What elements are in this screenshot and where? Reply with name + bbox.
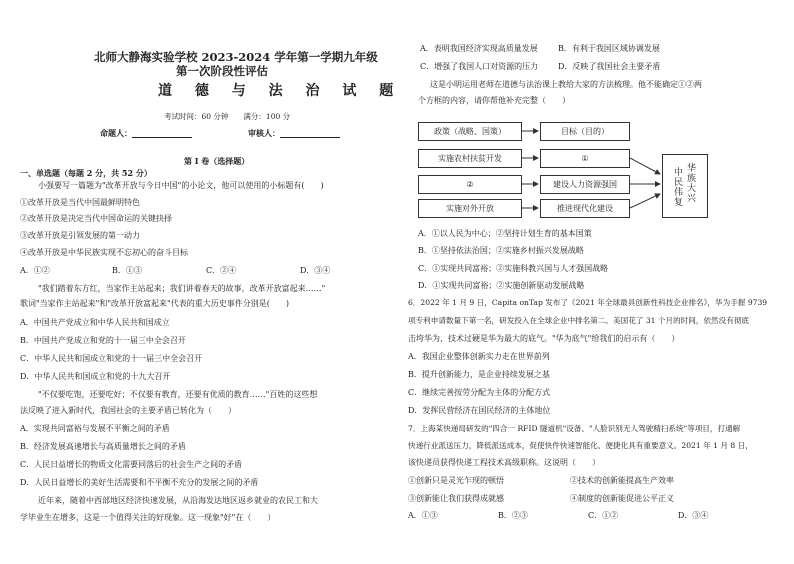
q7-option-a: A．①③	[408, 511, 438, 520]
q7-item: ④制度的创新能促进公平正义	[570, 494, 674, 503]
q5-stem-line1: 这是小明运用老师在道德与法治课上教给大家的方法梳理。他不能确定①②两	[430, 80, 702, 89]
section-heading: 第 I 卷（选择题）	[184, 156, 250, 166]
q3-stem-line1: "不仅要吃饱，还要吃好；不仅要有教育，还要有优质的教育……"百姓的这些想	[38, 390, 318, 399]
q7-option-c: C．①②	[588, 511, 619, 520]
part-title: 一、单选题（每题 2 分，共 52 分）	[20, 168, 152, 178]
diagram-policy-1: 实施农村扶贫开发	[418, 149, 522, 168]
q1-item: ③改革开放是引领发展的第一动力	[20, 231, 140, 240]
q7-stem-line3: 该快递员获得快递工程技术高级职称。这说明（ ）	[408, 458, 600, 467]
q2-option-a: A．中国共产党成立和中华人民共和国成立	[20, 318, 170, 327]
q1-option-c: C．②④	[206, 266, 237, 275]
diagram-goal-2: 建设人力资源强国	[540, 175, 630, 194]
q4-stem-line1: 近年来，随着中西部地区经济快速发展，从沿海发达地区返乡就业的农民工和大	[38, 496, 318, 505]
q1-item: ②改革开放是决定当代中国命运的关键抉择	[20, 214, 172, 223]
author-label: 命题人：	[100, 128, 132, 138]
q7-option-d: D．③④	[678, 511, 709, 520]
q2-option-b: B．中国共产党成立和党的十一届三中全会召开	[20, 336, 186, 345]
diagram-head-policy: 政策（战略、国策）	[418, 122, 522, 141]
q4-option-a: A．表明我国经济实现高质量发展	[420, 44, 538, 53]
q4-option-b: B．有利于我国区域协调发展	[558, 44, 660, 53]
q1-item: ④改革开放是中华民族实现不忘初心的奋斗目标	[20, 248, 188, 257]
q6-stem-line3: 击垮华为，技术过硬是华为最大的底气。"华为底气"给我们的启示有（ ）	[408, 334, 680, 343]
q5-option-d: D．①实现共同富裕；②实施创新驱动发展战略	[418, 281, 585, 290]
reviewer-blank	[280, 128, 340, 138]
time-info: 考试时间：60 分钟 满分：100 分	[164, 112, 291, 121]
q3-option-a: A．实现共同富裕与发展不平衡之间的矛盾	[20, 424, 170, 433]
q6-option-b: B．提升创新能力，是企业持续发展之基	[408, 370, 550, 379]
q5-diagram	[418, 118, 718, 222]
q5-option-b: B．①坚持依法治国；②实施乡村振兴发展战略	[418, 246, 584, 255]
goal-char: 大	[687, 184, 697, 194]
q2-stem-line1: "我们踏着东方红，当家作主站起来；我们讲着春天的故事，改革开放富起来……"	[38, 284, 326, 293]
q1-option-b: B．①③	[112, 266, 142, 275]
q4-option-c: C．增强了我国人口对资源的压力	[420, 62, 539, 71]
q7-item: ②技术的创新能提高生产效率	[570, 476, 674, 485]
q6-option-c: C．继续完善按劳分配为主体的分配方式	[408, 388, 551, 397]
q6-stem-line2: 项专利申请数量下第一名，研发投入在全球企业中排名第二。美国花了 31 个月的时间，依然没有彻底	[408, 316, 750, 325]
q7-option-b: B．②③	[498, 511, 528, 520]
goal-char: 兴	[687, 194, 697, 204]
q7-item: ③创新能让我们获得成就感	[408, 494, 504, 503]
q2-option-d: D．中华人民共和国成立和党的十九大召开	[20, 372, 171, 381]
author-blank	[132, 128, 192, 138]
reviewer-label: 审核人：	[248, 128, 280, 138]
q7-stem-line2: 快递行业派送压力，降低派送成本，促使快件快速智能化、便捷化具有重要意义。2021 年 1 月 8 日，	[408, 441, 753, 450]
q3-option-c: C．人民日益增长的物质文化需要同落后的社会生产之间的矛盾	[20, 460, 243, 469]
exam-subject: 道 德 与 法 治 试 题	[158, 83, 403, 99]
q6-option-d: D．发挥民营经济在国民经济的主体地位	[408, 406, 551, 415]
q5-option-a: A．①以人民为中心；②坚持计划生育的基本国策	[418, 229, 592, 238]
diagram-ultimate-goal	[662, 154, 708, 218]
reviewer-field	[248, 128, 340, 138]
goal-char: 伟	[673, 188, 683, 198]
diagram-policy-2-blank: ②	[418, 175, 522, 194]
q5-stem-line2: 个方框的内容，请你帮他补充完整（ ）	[418, 96, 570, 105]
goal-char: 族	[687, 174, 697, 184]
arrow-goal1	[630, 158, 660, 174]
exam-title-line1: 北师大静海实验学校 2023-2024 学年第一学期九年级	[94, 50, 378, 64]
q3-option-d: D．人民日益增长的美好生活需要和不平衡不充分的发展之间的矛盾	[20, 478, 259, 487]
diagram-goal-3: 推进现代化建设	[540, 199, 630, 218]
q1-option-a: A．①②	[20, 266, 50, 275]
goal-char: 民	[673, 178, 683, 188]
q1-item: ①改革开放是当代中国最鲜明特色	[20, 198, 140, 207]
q1-option-d: D．③④	[300, 266, 331, 275]
q7-stem-line1: 7．上海某快递局研发的"四合一 RFID 隧道机"设备、"人脸识别无人驾驶精扫系统"等项目，打通解	[408, 424, 741, 433]
author-field	[100, 128, 192, 138]
q3-stem-line2: 法反映了进入新时代，我国社会的主要矛盾已转化为（ ）	[20, 406, 236, 415]
goal-char: 华	[687, 164, 697, 174]
diagram-head-goal: 目标（目的）	[540, 122, 630, 141]
goal-char: 中	[673, 168, 683, 178]
q7-item: ①创新只是灵光乍现的顿悟	[408, 476, 504, 485]
q2-option-c: C．中华人民共和国成立和党的十一届三中全会召开	[20, 354, 203, 363]
arrow-goal3	[630, 194, 660, 208]
q6-option-a: A．我国企业整体创新实力走在世界前列	[408, 352, 550, 361]
q1-stem: 小强要写一篇题为"改革开放与今日中国"的小论文，他可以使用的小标题有( )	[38, 181, 324, 190]
q5-option-c: C．①实现共同富裕；②实施科教兴国与人才强国战略	[418, 264, 609, 273]
q4-option-d: D．反映了我国社会主要矛盾	[558, 62, 661, 71]
q2-stem-line2: 歌词"当家作主站起来"和"改革开放富起来"代表的重大历史事件分别是( )	[20, 299, 289, 308]
q6-stem-line1: 6．2022 年 1 月 9 日，Capita onTap 发布了《2021 年全球最具创新性科技企业排名》，华为手握 9739	[408, 298, 768, 307]
diagram-goal-1-blank: ①	[540, 149, 630, 168]
q4-stem-line2: 学毕业生在增多，这是一个值得关注的好现象。这一现象"好"在（ ）	[20, 513, 276, 522]
q3-option-b: B．经济发展高速增长与高质量增长之间的矛盾	[20, 442, 186, 451]
diagram-policy-3: 实施对外开放	[418, 199, 522, 218]
goal-char: 复	[673, 198, 683, 208]
exam-title-line2: 第一次阶段性评估	[176, 64, 268, 78]
